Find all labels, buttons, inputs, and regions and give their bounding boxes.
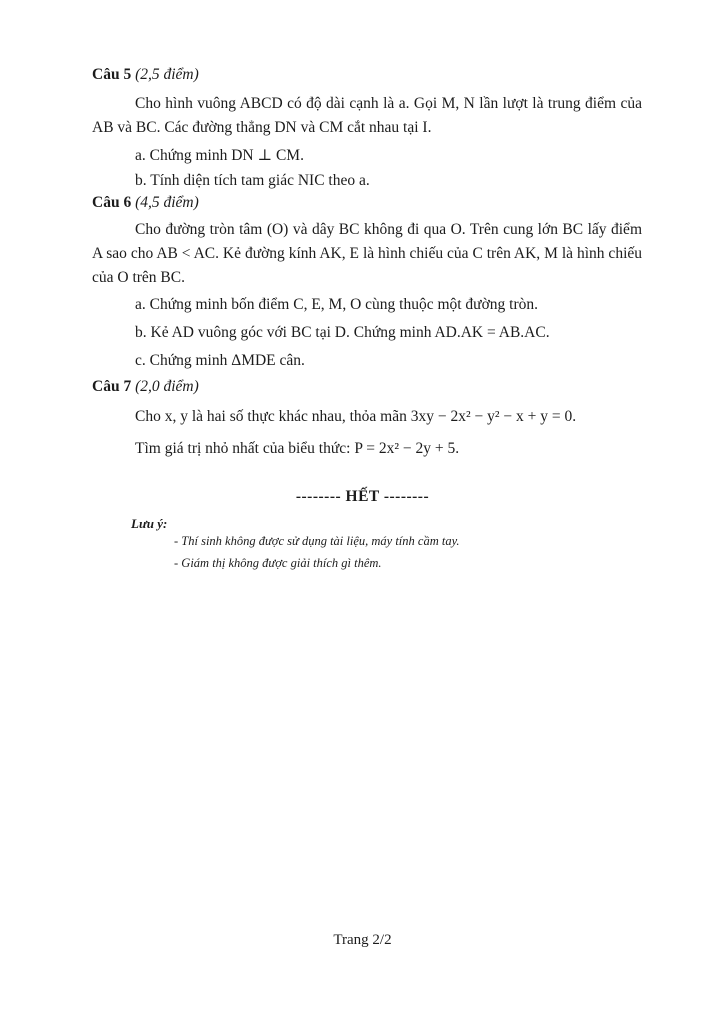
q6-points: (4,5 điểm) xyxy=(135,194,199,211)
q7-line1: Cho x, y là hai số thực khác nhau, thỏa mãn 3xy − 2x² − y² − x + y = 0. xyxy=(135,408,577,425)
end-marker: -------- HẾT -------- xyxy=(295,488,430,505)
q5-intro: Cho hình vuông ABCD có độ dài cạnh là a. Gọi M, N lần lượt là trung điểm của AB và BC. Các đường thẳng DN và CM cắt nhau tại I. xyxy=(92,95,642,136)
q6-part-a: a. Chứng minh bốn điểm C, E, M, O cùng thuộc một đường tròn. xyxy=(135,296,538,313)
page-number: Trang 2/2 xyxy=(333,932,392,948)
q6-intro: Cho đường tròn tâm (O) và dây BC không đi qua O. Trên cung lớn BC lấy điểm A sao cho AB < AC. Kẻ đường kính AK, E là hình chiếu của C trên AK, M là hình chiếu của O trên BC. xyxy=(92,221,642,286)
q5-points: (2,5 điểm) xyxy=(135,66,199,83)
q6-title: Câu 6 xyxy=(92,194,132,211)
q7-line2: Tìm giá trị nhỏ nhất của biểu thức: P = 2x² − 2y + 5. xyxy=(135,440,460,457)
notes-title: Lưu ý: xyxy=(131,516,168,531)
q5-part-a: a. Chứng minh DN ⊥ CM. xyxy=(135,147,304,164)
q5-heading xyxy=(92,66,199,84)
q6-part-c: c. Chứng minh ΔMDE cân. xyxy=(135,352,305,369)
q7-heading xyxy=(92,378,199,396)
q5-part-b: b. Tính diện tích tam giác NIC theo a. xyxy=(135,172,370,189)
q6-heading xyxy=(92,194,199,212)
note-item: - Thí sinh không được sử dụng tài liệu, máy tính cầm tay. xyxy=(174,534,460,548)
q5-title: Câu 5 xyxy=(92,66,132,83)
q7-title: Câu 7 xyxy=(92,378,132,395)
q7-points: (2,0 điểm) xyxy=(135,378,199,395)
q6-part-b: b. Kẻ AD vuông góc với BC tại D. Chứng minh AD.AK = AB.AC. xyxy=(135,324,550,341)
note-item: - Giám thị không được giải thích gì thêm. xyxy=(174,556,382,570)
